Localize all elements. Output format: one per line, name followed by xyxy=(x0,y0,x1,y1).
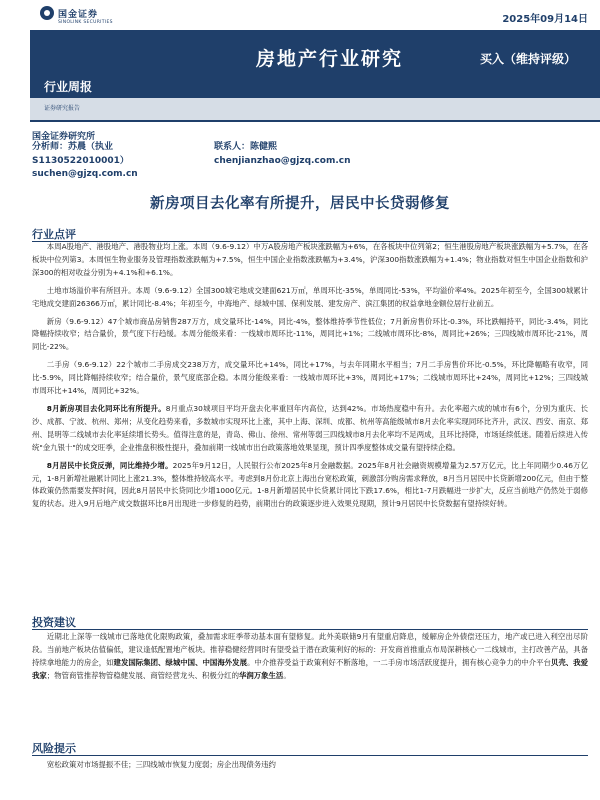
section-title-investment: 投资建议 xyxy=(32,616,76,629)
paragraph-land: 土地市场溢价率有所回升。本周（9.6-9.12）全国300城宅地成交建面621万㎡，单周环比-35%，单周同比-53%，平均溢价率4%。2025年初至今，全国300城累计宅地成交建面26366万㎡，累计同比-8.4%；年初至今，中海地产、绿城中国、保利发展、建发房产、滨江集团的权益拿地金额位居行业前五。 xyxy=(32,285,588,308)
paragraph-new-homes: 新房（9.6-9.12）47个城市商品房销售287万方，成交量环比-14%，同比-4%，整体维持季节性低位；7月新房售价环比-0.3%，环比跌幅持平，同比-3.4%，同比降幅持续收窄；结合量价，景气度下行趋缓。本周分能级来看：一线城市周环比-11%，周同比+1%；二线城市周环比-8%，周同比+26%；三四线城市周环比-21%，周同比-22%。 xyxy=(32,316,588,352)
report-date: 2025年09月14日 xyxy=(502,14,588,25)
paragraph-second-hand: 二手房（9.6-9.12）22个城市二手房成交238万方，成交量环比+14%，同比+17%，与去年同期水平相当；7月二手房售价环比-0.5%，环比降幅略有收窄，同比-5.9%，同比降幅持续收窄；结合量价，景气度底部企稳。本周分能级来看：一线城市周环比+3%，周同比+17%；二线城市周环比+24%，周同比+12%；三四线城市周环比+14%，周同比+32%。 xyxy=(32,360,588,396)
paragraph-absorption xyxy=(32,403,588,455)
header-sub-bar xyxy=(30,98,600,120)
logo-text: 国金证券 xyxy=(58,9,99,20)
absorption-text: 8月重点30城项目平均开盘去化率重回年内高位，达到42%。市场热度稳中有升。去化率超六成的城市有6个，分别为重庆、长沙、成都、宁波、杭州、郑州；从变化趋势来看，多数城市实现环比上涨，其中上海、深圳、成都、杭州等高能级城市8月去化率实现同环比齐升，武汉、西安、南京、郑州、昆明等二线城市去化率延续增长势头。值得注意的是，青岛、佛山、徐州、常州等弱三四线城市8月去化率均不足两成，且环比持降，市场延续低迷。随着后续进入传统"金九银十"的成交旺季，企业推盘积极性提升，叠加前期一线城市出台政策落地效果显现，预计四季度整体成交量有望持续企稳。 xyxy=(32,403,588,452)
institute-name: 国金证券研究所 xyxy=(32,132,96,142)
section-divider xyxy=(32,629,588,630)
paragraph-risk: 宽松政策对市场提振不佳；三四线城市恢复力度弱；房企出现债务违约 xyxy=(46,760,276,769)
logo-icon xyxy=(40,6,54,20)
pick-property-mgmt: 华润万象生活 xyxy=(238,670,284,680)
header-divider xyxy=(30,120,600,122)
report-title: 房地产行业研究 xyxy=(256,48,404,70)
pick-agencies: 贝壳、我爱我家 xyxy=(32,657,588,680)
investment-body xyxy=(32,631,588,683)
analyst-name: 分析师：苏晨（执业 xyxy=(32,142,114,152)
loans-text: 2025年9月12日，人民银行公布2025年8月金融数据。2025年8月社会融资规模增量为2.57万亿元，比上年同期少0.46万亿元，1-8月新增社融累计同比上涨21.3%，整体维持较高水平。考虑到8月份北京上海出台宽松政策，刺激部分购房需求释放，8月当月居民中长贷新增200亿元，但由于整体政策仍然需要发挥时间，因此8月居民中长贷同比少增1000亿元。1-8月新增居民中长贷累计同比下跌17.6%，相比1-7月跌幅进一步扩大，反应当前地产仍然处于弱修复的状态。进入9月后地产成交数据环比8月出现进一步修复的趋势，前期出台的政策逐步进入效果兑现期，预计9月居民中长贷数据有望持续好转。 xyxy=(32,460,588,509)
contact-name: 联系人：陈健熙 xyxy=(214,142,278,152)
commentary-body xyxy=(32,241,588,511)
paragraph-loans xyxy=(32,460,588,512)
analyst-email: suchen@gjzq.com.cn xyxy=(32,169,138,179)
paragraph-market: 本周A股地产、港股地产、港股物业均上涨。本周（9.6-9.12）中万A股房地产板块涨跌幅为+6%，在各板块中位列第2；恒生港股房地产板块涨跌幅为+5.7%，在各板块中位列第3。本周恒生物业服务及管理指数涨跌幅为+7.5%，恒生中国企业指数涨跌幅为+3.4%，沪深300指数涨跌幅为+1.4%；物业指数对恒生中国企业指数和沪深300的相对收益分别为+4.1%和+6.1%。 xyxy=(32,242,588,277)
contact-email: chenjianzhao@gjzq.com.cn xyxy=(214,155,351,166)
section-divider xyxy=(32,755,588,756)
headline: 新房项目去化率有所提升，居民中长贷弱修复 xyxy=(150,196,450,212)
report-type: 行业周报 xyxy=(44,80,93,94)
risk-body xyxy=(32,759,588,772)
analyst-license: S1130522010001） xyxy=(32,155,129,166)
section-title-commentary: 行业点评 xyxy=(32,228,76,241)
contact-info xyxy=(214,141,351,168)
pick-developers: 建发国际集团、绿城中国、中国海外发展 xyxy=(113,657,247,667)
report-subtitle: 证券研究报告 xyxy=(44,105,81,112)
rating-label: 买入（维持评级） xyxy=(480,52,577,66)
paragraph-investment: 近期北上深等一线城市已落地优化限购政策，叠加需求旺季带动基本面有望修复。此外美联储9月有望重启降息，缓解房企外债偿还压力，地产或已进入利空出尽阶段。当前地产板块估值偏低，建议逢低配置地产板块。推荐稳健经营同时有望受益于潜在政策利好的标的：开发商首推重点布局深耕核心一二线城市，主打改善产品，具备持续拿地能力的房企，如建发国际集团、绿城中国、中国海外发展。中介推荐受益于政策利好不断落地，一二手房市场活跃度提升，拥有核心竞争力的中介平台贝壳、我爱我家；物管商管推荐物管稳健发展、商管经营龙头、积极分红的华润万象生活。 xyxy=(32,632,588,680)
analyst-info xyxy=(32,141,138,182)
company-logo xyxy=(40,6,98,20)
section-title-risk: 风险提示 xyxy=(32,742,76,755)
loans-lead: 8月居民中长贷反弹，同比维持少增。 xyxy=(46,460,173,470)
logo-en-text: SINOLINK SECURITIES xyxy=(58,20,113,25)
absorption-lead: 8月新房项目去化同环比有所提升。 xyxy=(46,403,166,413)
